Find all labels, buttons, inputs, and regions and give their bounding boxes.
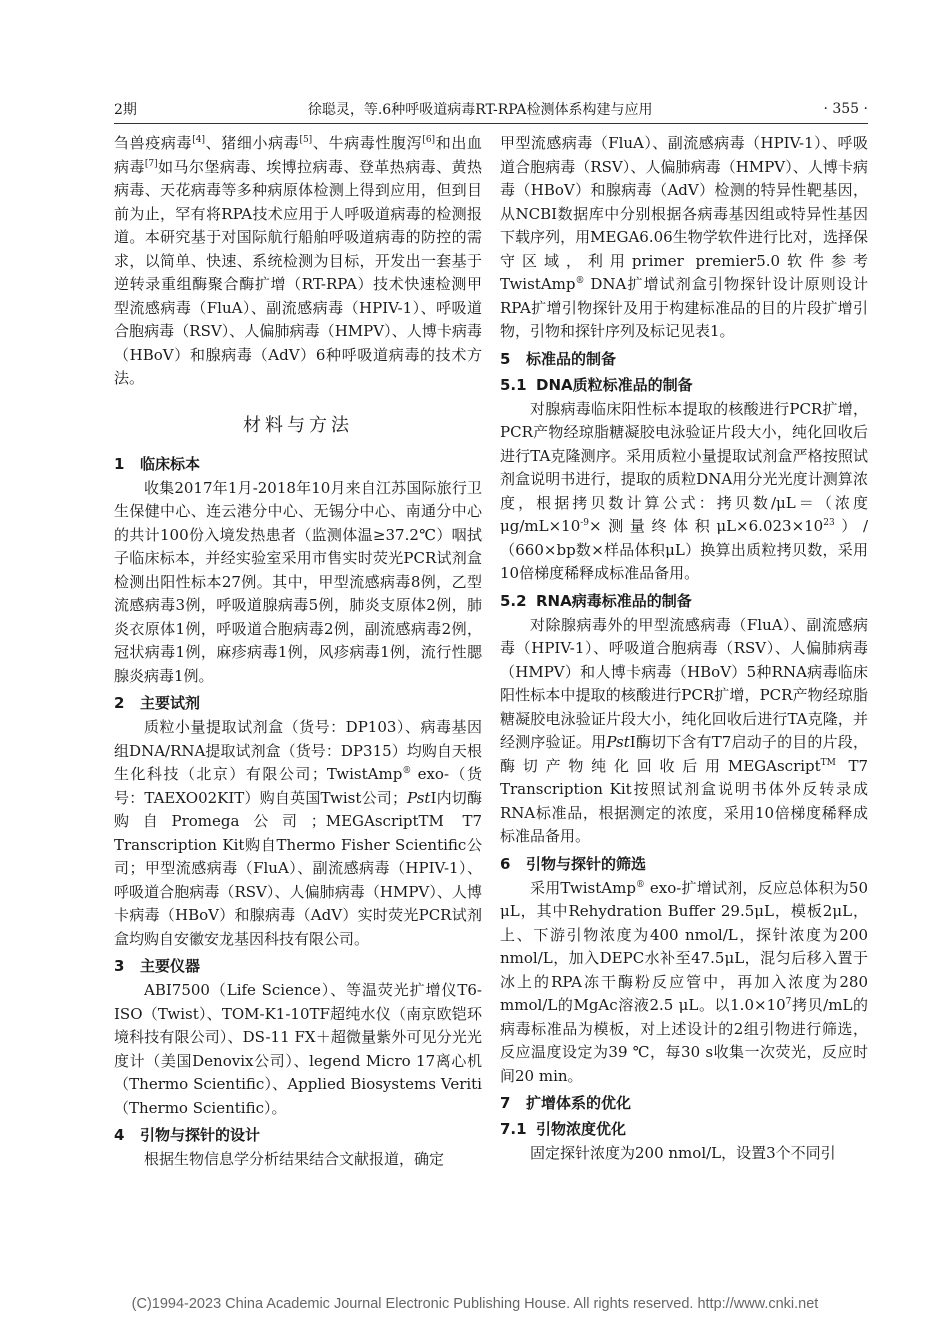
paragraph-3: ABI7500（Life Science）、等温荧光扩增仪T6-ISO（Twist）、TOM-K1-10TF超纯水仪（南京欧铠环境科技有限公司）、DS-11 FX＋超微量紫外可见分光光度计（美国Denovix公司）、legend Micro 17离心机（Thermo Scientific）、Applied Biosystems Veriti（Thermo Scientific）。 [114,981,482,1117]
copyright-footer: (C)1994-2023 China Academic Journal Electronic Publishing House. All rights reserved. http://www.cnki.net [131,1296,819,1312]
heading-5-2: 5.2 RNA病毒标准品的制备 [500,591,692,610]
paragraph-5-1: 对腺病毒临床阳性标本提取的核酸进行PCR扩增，PCR产物经琼脂糖凝胶电泳验证片段大小，纯化回收后进行TA克隆测序。采用质粒小量提取试剂盒严格按照试剂盒说明书进行，提取的质粒DNA用分光光度计测算浓度，根据拷贝数计算公式：拷贝数/μL＝（浓度$\mu g/mL\times 10^{-9}\times$测量终体积$\mu L\times 6.023\times 10^{23})/(660\times bp$数×样品体积μL）换算出质粒拷贝数，采用10倍梯度稀释成标准品备用。 [500,399,868,582]
header-rule [114,123,868,124]
section-title: 材料与方法 [243,414,353,436]
paragraph-2: 质粒小量提取试剂盒（货号：DP103）、病毒基因组DNA/RNA提取试剂盒（货号：DP315）均购自天根生化科技（北京）有限公司；TwistAmp® exo-（货号：TAEXO02KIT）购自英国Twist公司；PstI内切酶购自Promega公司；MEGAscriptTM T7 Transcription Kit购自Thermo Fisher Scientific公司；甲型流感病毒（FluA）、副流感病毒（HPIV-1）、呼吸道合胞病毒（RSV）、人偏肺病毒（HMPV）、人博卡病毒（HBoV）和腺病毒（AdV）实时荧光PCR试剂盒均购自安徽安龙基因科技有限公司。 [114,718,482,948]
right-column [500,132,868,1166]
heading-2: 2 主要试剂 [114,694,201,712]
ref-7[interactable]: [7] [144,158,158,169]
intro-paragraph: 刍兽疫病毒[4]、猪细小病毒[5]、牛病毒性腹泻[6]和出血病毒[7]如马尔堡病毒、埃博拉病毒、登革热病毒、黄热病毒、天花病毒等多种病原体检测上得到应用，但到目前为止，罕有将RPA技术应用于人呼吸道病毒的检测报道。本研究基于对国际航行船舶呼吸道病毒的防控的需求，以简单、快速、系统检测为目标，开发出一套基于逆转录重组酶聚合酶扩增（RT-RPA）技术快速检测甲型流感病毒（FluA）、副流感病毒（HPIV-1）、呼吸道合胞病毒（RSV）、人偏肺病毒（HMPV）、人博卡病毒（HBoV）和腺病毒（AdV）6种呼吸道病毒的技术方法。 [114,134,482,387]
heading-3: 3 主要仪器 [114,957,201,975]
heading-6: 6 引物与探针的筛选 [500,854,647,873]
running-title: 徐聪灵，等.6种呼吸道病毒RT-RPA检测体系构建与应用 [307,102,653,118]
paragraph-6: 采用TwistAmp® exo-扩增试剂，反应总体积为50 μL，其中Rehydration Buffer 29.5μL，模板2μL，上、下游引物浓度为400 nmol/L，探针浓度为200 nmol/L，加入DEPC水补至47.5μL，混匀后移入置于冰上的RPA冻干酶粉反应管中，再加入浓度为280 mmol/L的MgAc溶液2.5 μL。以$1.0\times 10^7$拷贝/mL的病毒标准品为模板，对上述设计的2组引物进行筛选，反应温度设定为39 ℃，每30 s收集一次荧光，反应时间20 min。 [500,878,868,1085]
heading-4: 4 引物与探针的设计 [114,1126,261,1144]
ref-4[interactable]: [4] [192,135,205,145]
paragraph-1: 收集2017年1月-2018年10月来自江苏国际旅行卫生保健中心、连云港分中心、无锡分中心、南通分中心的共计100份入境发热患者（监测体温≥37.2℃）咽拭子临床标本，并经实验室采用市售实时荧光PCR试剂盒检测出阳性标本27例。其中，甲型流感病毒8例，乙型流感病毒3例，呼吸道腺病毒5例，肺炎支原体2例，肺炎衣原体1例，呼吸道合胞病毒2例，副流感病毒2例，冠状病毒1例，麻疹病毒1例，风疹病毒1例，流行性腮腺炎病毒1例。 [114,478,482,685]
running-header [114,97,868,121]
paragraph-7-1: 固定探针浓度为200 nmol/L，设置3个不同引 [530,1144,836,1162]
heading-1: 1 临床标本 [114,454,201,473]
page-number: · 355 · [823,101,868,117]
left-column [114,132,482,1172]
paragraph-4-cont: 甲型流感病毒（FluA）、副流感病毒（HPIV-1）、呼吸道合胞病毒（RSV）、人偏肺病毒（HMPV）、人博卡病毒（HBoV）和腺病毒（AdV）检测的特异性靶基因，从NCBI数据库中分别根据各病毒基因组或特异性基因下载序列，用MEGA6.06生物学软件进行比对，选择保守区域，利用primer premier5.0软件参考TwistAmp® DNA扩增试剂盒引物探针设计原则设计RPA扩增引物探针及用于构建标准品的目的片段扩增引物，引物和探针序列及标记见表1。 [500,134,868,340]
issue-label: 2期 [114,102,137,118]
ref-5[interactable]: [5] [299,135,313,145]
paragraph-5-2: 对除腺病毒外的甲型流感病毒（FluA）、副流感病毒（HPIV-1）、呼吸道合胞病毒（RSV）、人偏肺病毒（HMPV）和人博卡病毒（HBoV）5种RNA病毒临床阳性标本中提取的核酸进行PCR扩增，PCR产物经琼脂糖凝胶电泳验证片段大小，纯化回收后进行TA克隆，并经测序验证。用PstI酶切下含有T7启动子的目的片段，酶切产物纯化回收后用MEGAscript™ T7 Transcription Kit按照试剂盒说明书体外反转录成RNA标准品，根据测定的浓度，采用10倍梯度稀释成标准品备用。 [500,615,868,845]
heading-7: 7 扩增体系的优化 [500,1094,632,1112]
heading-5: 5 标准品的制备 [500,349,617,368]
heading-7-1: 7.1 引物浓度优化 [500,1120,627,1138]
heading-5-1: 5.1 DNA质粒标准品的制备 [500,375,693,394]
paragraph-4-start: 根据生物信息学分析结果结合文献报道，确定 [144,1150,445,1168]
ref-6[interactable]: [6] [422,135,436,145]
